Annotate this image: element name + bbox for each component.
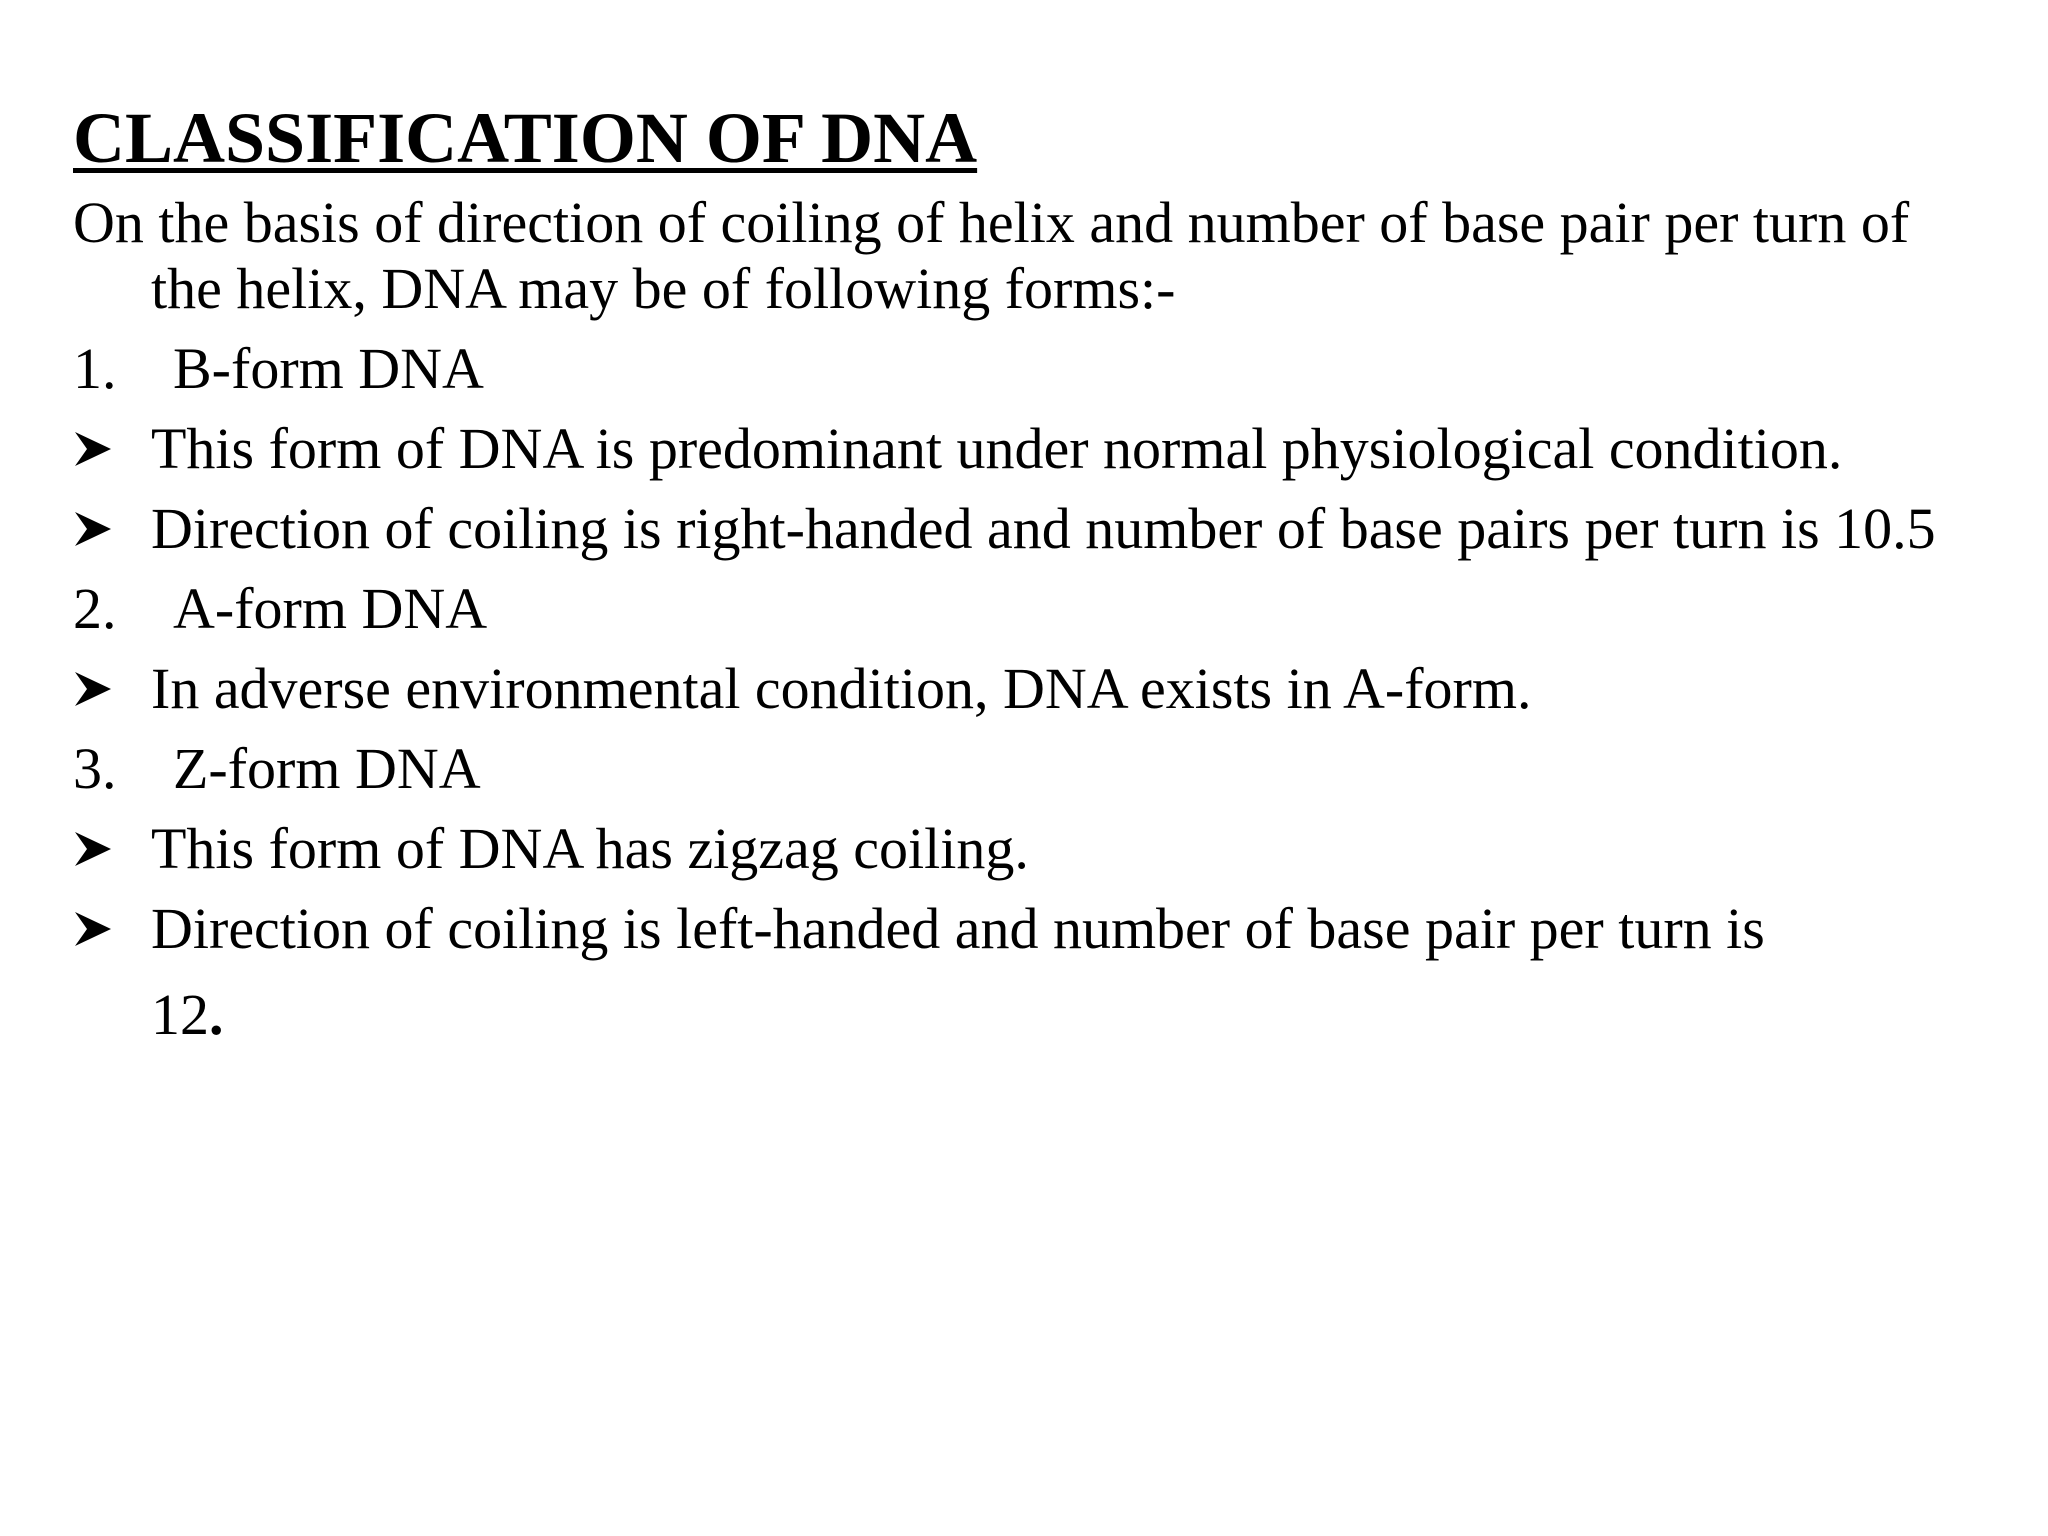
form-heading-b	[73, 336, 1973, 402]
bullet-point	[73, 816, 1973, 882]
form-name: A-form DNA	[173, 576, 488, 641]
page-title: CLASSIFICATION OF DNA	[73, 98, 978, 178]
form-number: 3.	[73, 736, 117, 801]
arrowhead-bullet-icon	[73, 656, 151, 722]
bullet-text: This form of DNA is predominant under normal physiological condition.	[151, 416, 1843, 481]
bullet-point	[73, 416, 1973, 482]
form-heading-a	[73, 576, 1973, 642]
intro-paragraph: On the basis of direction of coiling of helix and number of base pair per turn of the helix, DNA may be of following forms:-	[73, 190, 1910, 321]
form-heading-z	[73, 736, 1973, 802]
bullet-text-final	[151, 982, 1973, 1048]
bullet-text: In adverse environmental condition, DNA exists in A-form.	[151, 656, 1532, 721]
bullet-text	[151, 896, 1973, 1048]
bullet-text: Direction of coiling is right-handed and number of base pairs per turn is 10.5	[151, 496, 1936, 561]
bullet-text-main: Direction of coiling is left-handed and number of base pair per turn is	[151, 896, 1765, 961]
form-number: 2.	[73, 576, 117, 641]
slide-content	[73, 190, 1973, 1062]
final-period: .	[209, 982, 224, 1047]
form-name: B-form DNA	[173, 336, 484, 401]
form-number: 1.	[73, 336, 117, 401]
arrowhead-bullet-icon	[73, 496, 151, 562]
bullet-point	[73, 496, 1973, 562]
bullet-point	[73, 656, 1973, 722]
arrowhead-bullet-icon	[73, 816, 151, 882]
form-name: Z-form DNA	[173, 736, 481, 801]
arrowhead-bullet-icon	[73, 896, 151, 1048]
bullet-text: This form of DNA has zigzag coiling.	[151, 816, 1029, 881]
bullet-point	[73, 896, 1973, 1048]
arrowhead-bullet-icon	[73, 416, 151, 482]
base-pair-count: 12	[151, 982, 209, 1047]
